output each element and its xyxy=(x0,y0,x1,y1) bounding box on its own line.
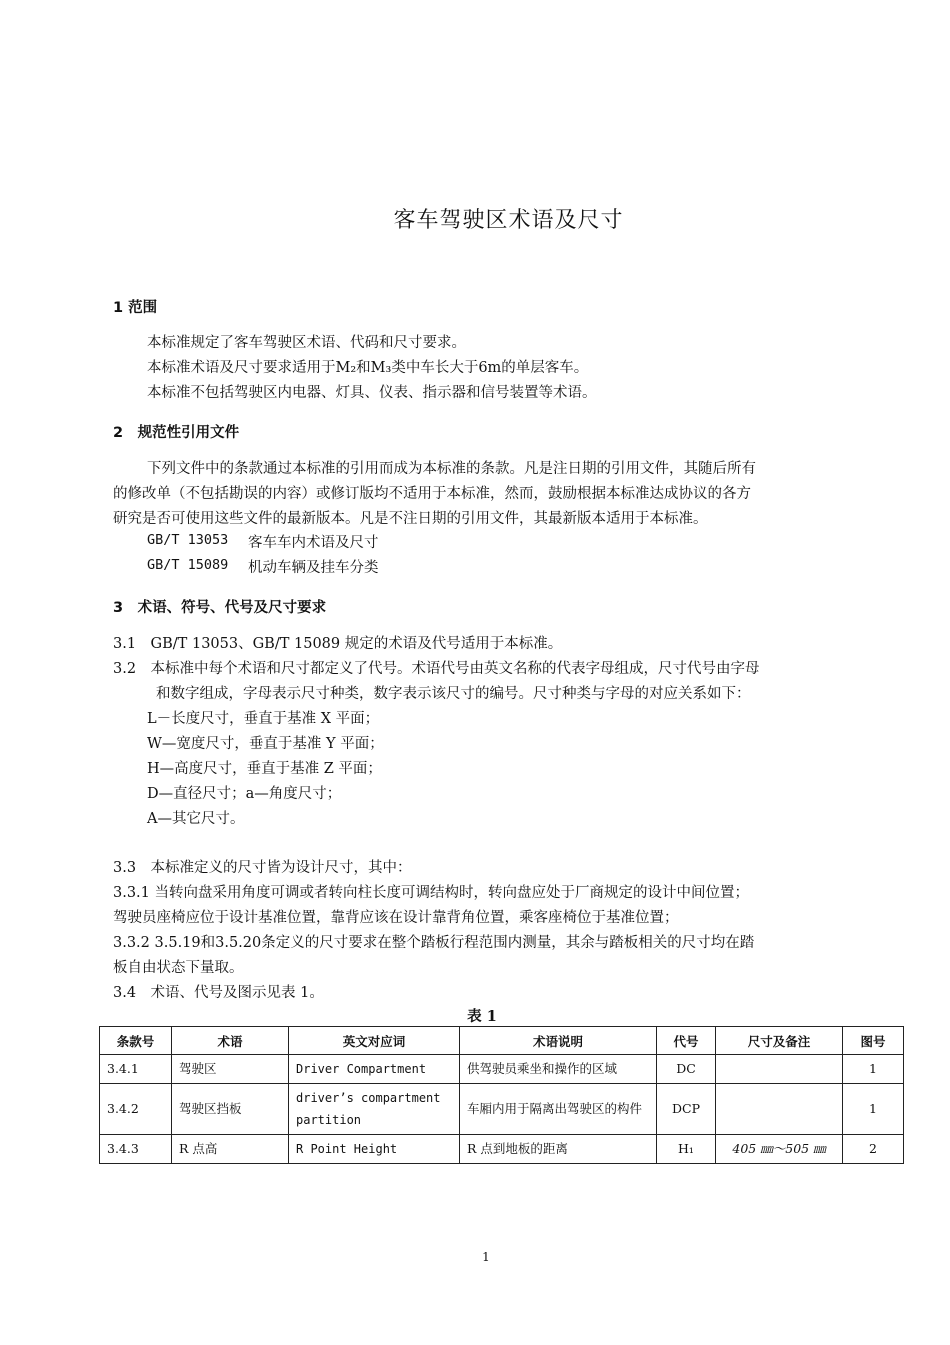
section-2-heading: 2 规范性引用文件 xyxy=(113,425,240,441)
section-1-para: 本标准规定了客车驾驶区术语、代码和尺寸要求。 xyxy=(147,335,466,351)
clause-3-3-1: 3.3.1 当转向盘采用角度可调或者转向柱长度可调结构时，转向盘应处于厂商规定的设计中间位置； xyxy=(113,885,749,901)
terms-table xyxy=(99,1026,904,1164)
section-2-para-line: 下列文件中的条款通过本标准的引用而成为本标准的条款。凡是注日期的引用文件，其随后所有 xyxy=(147,461,756,477)
cell-description: R 点到地板的距离 xyxy=(460,1135,657,1164)
cell-code: DCP xyxy=(657,1084,716,1135)
reference-code: GB/T 15089 xyxy=(147,557,229,573)
clause-3-4: 3.4 术语、代号及图示见表 1。 xyxy=(113,985,324,1001)
clause-3-2: 3.2 本标准中每个术语和尺寸都定义了代号。术语代号由英文名称的代表字母组成，尺寸代号由字母 xyxy=(113,661,760,677)
table-row xyxy=(100,1135,904,1164)
clause-3-1: 3.1 GB/T 13053、GB/T 15089 规定的术语及代号适用于本标准。 xyxy=(113,636,563,652)
section-1-para: 本标准术语及尺寸要求适用于M₂和M₃类中车长大于6m的单层客车。 xyxy=(147,360,589,376)
dimension-type: W—宽度尺寸，垂直于基准 Y 平面； xyxy=(147,736,384,752)
dimension-type: D—直径尺寸；a—角度尺寸； xyxy=(147,786,342,802)
reference-name: 机动车辆及挂车分类 xyxy=(248,560,379,576)
clause-3-3-1-cont: 驾驶员座椅应位于设计基准位置，靠背应该在设计靠背角位置，乘客座椅位于基准位置； xyxy=(113,910,679,926)
cell-term: 驾驶区 xyxy=(172,1055,289,1084)
table-header-row xyxy=(100,1027,904,1055)
cell-figure: 2 xyxy=(843,1135,904,1164)
cell-term: 驾驶区挡板 xyxy=(172,1084,289,1135)
section-3-heading: 3 术语、符号、代号及尺寸要求 xyxy=(113,600,327,616)
cell-term: R 点高 xyxy=(172,1135,289,1164)
clause-3-3: 3.3 本标准定义的尺寸皆为设计尺寸，其中： xyxy=(113,860,412,876)
header-english: 英文对应词 xyxy=(289,1027,460,1055)
header-clause: 条款号 xyxy=(100,1027,172,1055)
cell-dimension xyxy=(716,1084,843,1135)
cell-dimension xyxy=(716,1055,843,1084)
cell-english: R Point Height xyxy=(289,1135,460,1164)
clause-3-3-2: 3.3.2 3.5.19和3.5.20条定义的尺寸要求在整个踏板行程范围内测量，其余与踏板相关的尺寸均在踏 xyxy=(113,935,755,951)
section-1-para: 本标准不包括驾驶区内电器、灯具、仪表、指示器和信号装置等术语。 xyxy=(147,385,597,401)
reference-code: GB/T 13053 xyxy=(147,532,229,548)
dimension-type: L－长度尺寸，垂直于基准 X 平面； xyxy=(147,711,380,727)
cell-description: 车厢内用于隔离出驾驶区的构件 xyxy=(460,1084,657,1135)
page-number: 1 xyxy=(482,1250,490,1264)
clause-3-3-2-cont: 板自由状态下量取。 xyxy=(113,960,244,976)
cell-dimension: 405 ㎜～505 ㎜ xyxy=(716,1135,843,1164)
cell-clause: 3.4.1 xyxy=(100,1055,172,1084)
section-2-para-line: 的修改单（不包括勘误的内容）或修订版均不适用于本标准，然而，鼓励根据本标准达成协议的各方 xyxy=(113,486,751,502)
header-code: 代号 xyxy=(657,1027,716,1055)
cell-clause: 3.4.2 xyxy=(100,1084,172,1135)
cell-clause: 3.4.3 xyxy=(100,1135,172,1164)
cell-figure: 1 xyxy=(843,1055,904,1084)
cell-english: driver’s compartment partition xyxy=(289,1084,460,1135)
header-term: 术语 xyxy=(172,1027,289,1055)
cell-english: Driver Compartment xyxy=(289,1055,460,1084)
reference-name: 客车车内术语及尺寸 xyxy=(248,535,379,551)
header-description: 术语说明 xyxy=(460,1027,657,1055)
table-caption: 表 1 xyxy=(467,1008,497,1025)
header-dimension: 尺寸及备注 xyxy=(716,1027,843,1055)
clause-3-2-cont: 和数字组成，字母表示尺寸种类，数字表示该尺寸的编号。尺寸种类与字母的对应关系如下： xyxy=(156,686,751,702)
cell-description: 供驾驶员乘坐和操作的区域 xyxy=(460,1055,657,1084)
section-2-para-line: 研究是否可使用这些文件的最新版本。凡是不注日期的引用文件，其最新版本适用于本标准。 xyxy=(113,511,708,527)
cell-figure: 1 xyxy=(843,1084,904,1135)
dimension-type: A—其它尺寸。 xyxy=(147,811,245,827)
table-row xyxy=(100,1055,904,1084)
cell-code: H₁ xyxy=(657,1135,716,1164)
section-1-heading: 1 范围 xyxy=(113,300,158,316)
page-title: 客车驾驶区术语及尺寸 xyxy=(393,208,624,233)
cell-code: DC xyxy=(657,1055,716,1084)
dimension-type: H—高度尺寸，垂直于基准 Z 平面； xyxy=(147,761,382,777)
header-figure: 图号 xyxy=(843,1027,904,1055)
table-row xyxy=(100,1084,904,1135)
